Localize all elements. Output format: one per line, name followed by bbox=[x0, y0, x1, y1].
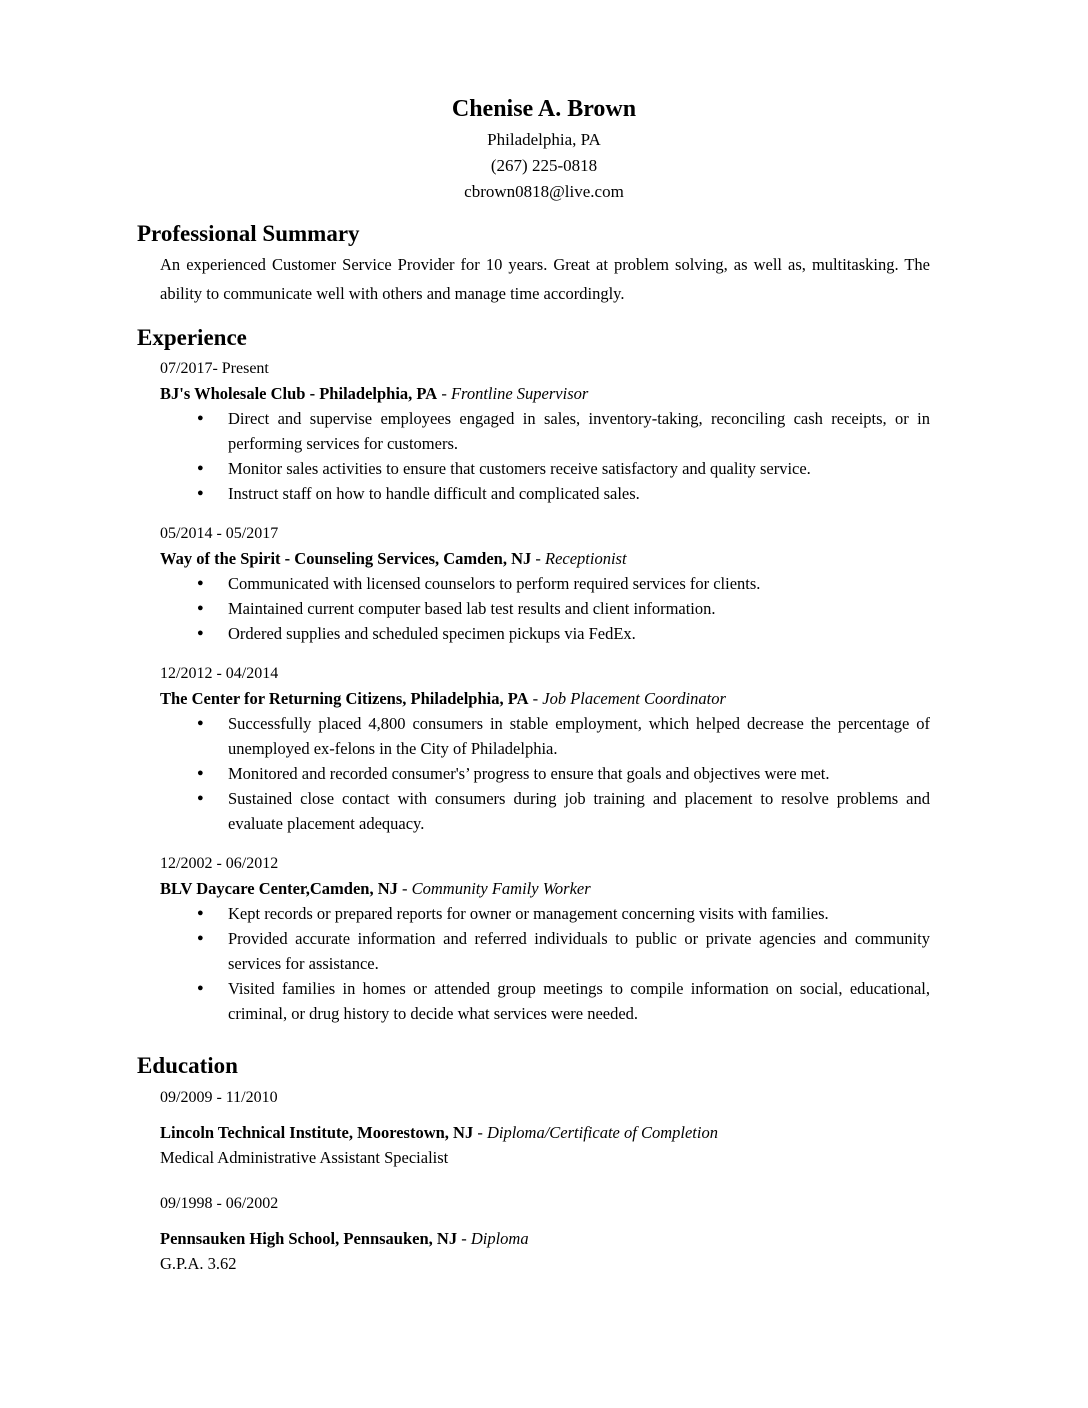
job-bullet-text: Kept records or prepared reports for owner or management concerning visits with families. bbox=[228, 904, 829, 923]
bullet-icon: ● bbox=[197, 412, 204, 424]
education-school: Pennsauken High School, Pennsauken, NJ bbox=[160, 1229, 458, 1248]
job-bullet bbox=[160, 621, 930, 646]
job-bullet-text: Monitor sales activities to ensure that customers receive satisfactory and quality service. bbox=[228, 459, 811, 478]
bullet-icon: ● bbox=[197, 462, 204, 474]
job-company: BLV Daycare Center,Camden, NJ bbox=[160, 879, 398, 898]
job-bullet bbox=[160, 406, 930, 456]
education-degree: Diploma bbox=[470, 1229, 529, 1248]
job-title-line bbox=[160, 686, 930, 711]
job-entry-bjs-wholesale bbox=[160, 356, 930, 506]
education-title-separator: - bbox=[473, 1123, 487, 1142]
job-dates: 12/2002 - 06/2012 bbox=[160, 855, 279, 872]
job-title-separator: - bbox=[397, 879, 412, 898]
job-bullet bbox=[160, 456, 930, 481]
candidate-email: cbrown0818@live.com bbox=[464, 182, 624, 201]
candidate-name: Chenise A. Brown bbox=[451, 96, 637, 122]
job-title-separator: - bbox=[528, 689, 543, 708]
job-title-line bbox=[160, 381, 930, 406]
job-entry-center-returning-citizens bbox=[160, 661, 930, 836]
bullet-icon: ● bbox=[197, 792, 204, 804]
job-bullet-text: Provided accurate information and referred individuals to public or private agencies and community services for assistance. bbox=[228, 929, 930, 973]
job-title-line bbox=[160, 546, 930, 571]
job-bullet bbox=[160, 711, 930, 761]
summary-text: An experienced Customer Service Provider for 10 years. Great at problem solving, as well as, multitasking. The ability to communicate well with others and manage time accordingly. bbox=[160, 255, 930, 303]
job-bullet bbox=[160, 786, 930, 836]
education-section-heading: Education bbox=[137, 1053, 238, 1078]
job-role: Job Placement Coordinator bbox=[542, 689, 726, 708]
job-bullet bbox=[160, 976, 930, 1026]
job-bullet-text: Sustained close contact with consumers during job training and placement to resolve problems and evaluate placement adequacy. bbox=[228, 789, 930, 833]
job-bullet bbox=[160, 926, 930, 976]
job-bullet bbox=[160, 481, 930, 506]
experience-section-heading: Experience bbox=[137, 325, 247, 350]
education-dates: 09/2009 - 11/2010 bbox=[160, 1089, 278, 1106]
job-bullet bbox=[160, 761, 930, 786]
job-company: BJ's Wholesale Club - Philadelphia, PA bbox=[160, 384, 438, 403]
job-role: Frontline Supervisor bbox=[450, 384, 589, 403]
job-bullet bbox=[160, 596, 930, 621]
job-bullet bbox=[160, 571, 930, 596]
job-bullet-text: Visited families in homes or attended group meetings to compile information on social, educational, criminal, or drug history to decide what services were needed. bbox=[228, 979, 930, 1023]
job-bullet-text: Successfully placed 4,800 consumers in stable employment, which helped decrease the percentage of unemployed ex-felons in the City of Philadelphia. bbox=[228, 714, 930, 758]
job-dates: 07/2017- Present bbox=[160, 360, 269, 377]
job-entry-blv-daycare bbox=[160, 851, 930, 1026]
job-bullet-text: Instruct staff on how to handle difficult and complicated sales. bbox=[228, 484, 640, 503]
bullet-icon: ● bbox=[197, 932, 204, 944]
job-bullet-text: Ordered supplies and scheduled specimen pickups via FedEx. bbox=[228, 624, 636, 643]
education-detail: Medical Administrative Assistant Specialist bbox=[160, 1148, 449, 1167]
job-title-separator: - bbox=[531, 549, 545, 568]
bullet-icon: ● bbox=[197, 487, 204, 499]
summary-section-heading: Professional Summary bbox=[137, 221, 360, 246]
bullet-icon: ● bbox=[197, 907, 204, 919]
bullet-icon: ● bbox=[197, 577, 204, 589]
job-dates: 12/2012 - 04/2014 bbox=[160, 665, 279, 682]
education-entry-pennsauken-hs bbox=[160, 1191, 930, 1276]
job-title-separator: - bbox=[437, 384, 451, 403]
bullet-icon: ● bbox=[197, 717, 204, 729]
education-title-line bbox=[160, 1120, 930, 1145]
education-dates: 09/1998 - 06/2002 bbox=[160, 1195, 279, 1212]
job-bullet-text: Communicated with licensed counselors to perform required services for clients. bbox=[228, 574, 761, 593]
education-title-line bbox=[160, 1226, 930, 1251]
bullet-icon: ● bbox=[197, 982, 204, 994]
education-degree: Diploma/Certificate of Completion bbox=[486, 1123, 718, 1142]
job-role: Community Family Worker bbox=[411, 879, 591, 898]
education-title-separator: - bbox=[457, 1229, 471, 1248]
job-bullet bbox=[160, 901, 930, 926]
job-bullet-text: Maintained current computer based lab test results and client information. bbox=[228, 599, 716, 618]
candidate-location: Philadelphia, PA bbox=[487, 130, 601, 149]
resume-header bbox=[0, 0, 1088, 205]
bullet-icon: ● bbox=[197, 602, 204, 614]
job-bullet-text: Direct and supervise employees engaged in sales, inventory-taking, reconciling cash receipts, or in performing services for customers. bbox=[228, 409, 930, 453]
candidate-phone: (267) 225-0818 bbox=[490, 156, 598, 175]
job-company: Way of the Spirit - Counseling Services, Camden, NJ bbox=[160, 549, 532, 568]
job-entry-way-of-the-spirit bbox=[160, 521, 930, 646]
education-entry-lincoln-tech bbox=[160, 1085, 930, 1170]
job-bullet-text: Monitored and recorded consumer's’ progress to ensure that goals and objectives were met. bbox=[228, 764, 830, 783]
job-title-line bbox=[160, 876, 930, 901]
job-role: Receptionist bbox=[545, 549, 627, 568]
job-dates: 05/2014 - 05/2017 bbox=[160, 525, 279, 542]
education-school: Lincoln Technical Institute, Moorestown, NJ bbox=[160, 1123, 474, 1142]
bullet-icon: ● bbox=[197, 767, 204, 779]
education-detail: G.P.A. 3.62 bbox=[160, 1254, 237, 1273]
bullet-icon: ● bbox=[197, 627, 204, 639]
job-company: The Center for Returning Citizens, Philadelphia, PA bbox=[160, 689, 529, 708]
